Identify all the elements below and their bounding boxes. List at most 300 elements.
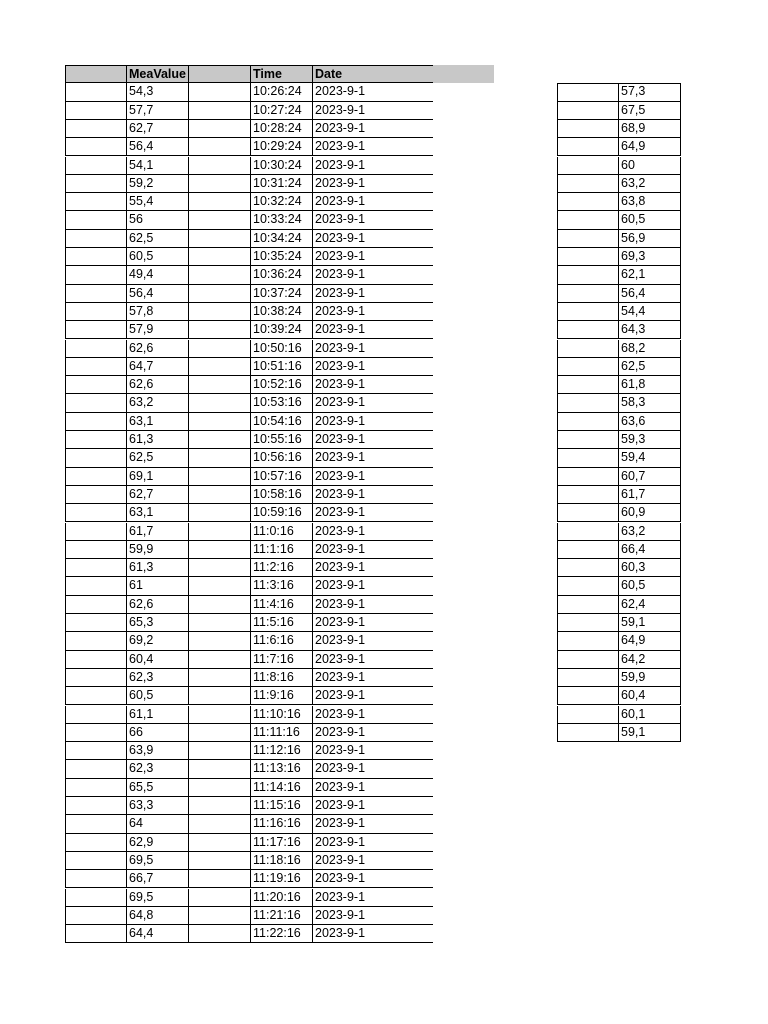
meavalue-cell[interactable]: 56,4 [126,285,189,303]
meavalue-cell[interactable]: 64,8 [126,907,189,925]
side-value-cell[interactable]: 59,9 [618,669,681,687]
side-value-cell[interactable]: 59,4 [618,449,681,467]
meavalue-cell[interactable]: 62,3 [126,760,189,778]
date-cell[interactable]: 2023-9-1 [312,138,433,156]
time-cell[interactable]: 11:18:16 [250,852,313,870]
cell-c[interactable] [188,523,251,541]
side-cell-blank[interactable] [557,724,619,742]
header-date[interactable]: Date [312,65,433,83]
cell-c[interactable] [188,724,251,742]
cell-a[interactable] [65,211,127,229]
meavalue-cell[interactable]: 66 [126,724,189,742]
cell-c[interactable] [188,687,251,705]
cell-c[interactable] [188,394,251,412]
cell-a[interactable] [65,815,127,833]
time-cell[interactable]: 11:21:16 [250,907,313,925]
side-value-cell[interactable]: 61,7 [618,486,681,504]
date-cell[interactable]: 2023-9-1 [312,175,433,193]
time-cell[interactable]: 10:36:24 [250,266,313,284]
time-cell[interactable]: 11:3:16 [250,577,313,595]
cell-c[interactable] [188,596,251,614]
side-cell-blank[interactable] [557,157,619,175]
side-cell-blank[interactable] [557,559,619,577]
date-cell[interactable]: 2023-9-1 [312,559,433,577]
cell-c[interactable] [188,907,251,925]
side-value-cell[interactable]: 64,2 [618,651,681,669]
side-cell-blank[interactable] [557,285,619,303]
side-value-cell[interactable]: 69,3 [618,248,681,266]
side-value-cell[interactable]: 58,3 [618,394,681,412]
cell-a[interactable] [65,413,127,431]
cell-c[interactable] [188,797,251,815]
date-cell[interactable]: 2023-9-1 [312,102,433,120]
side-cell-blank[interactable] [557,413,619,431]
side-cell-blank[interactable] [557,266,619,284]
side-value-cell[interactable]: 64,3 [618,321,681,339]
cell-a[interactable] [65,358,127,376]
date-cell[interactable]: 2023-9-1 [312,157,433,175]
cell-c[interactable] [188,102,251,120]
side-cell-blank[interactable] [557,687,619,705]
time-cell[interactable]: 11:15:16 [250,797,313,815]
meavalue-cell[interactable]: 62,9 [126,834,189,852]
cell-c[interactable] [188,614,251,632]
cell-a[interactable] [65,523,127,541]
meavalue-cell[interactable]: 60,5 [126,687,189,705]
side-value-cell[interactable]: 63,2 [618,175,681,193]
time-cell[interactable]: 10:26:24 [250,83,313,101]
side-cell-blank[interactable] [557,120,619,138]
date-cell[interactable]: 2023-9-1 [312,669,433,687]
cell-c[interactable] [188,815,251,833]
date-cell[interactable]: 2023-9-1 [312,303,433,321]
cell-a[interactable] [65,394,127,412]
date-cell[interactable]: 2023-9-1 [312,358,433,376]
side-cell-blank[interactable] [557,632,619,650]
side-value-cell[interactable]: 60,4 [618,687,681,705]
cell-c[interactable] [188,413,251,431]
time-cell[interactable]: 10:54:16 [250,413,313,431]
date-cell[interactable]: 2023-9-1 [312,266,433,284]
meavalue-cell[interactable]: 61,3 [126,431,189,449]
date-cell[interactable]: 2023-9-1 [312,83,433,101]
time-cell[interactable]: 10:28:24 [250,120,313,138]
meavalue-cell[interactable]: 60,4 [126,651,189,669]
cell-c[interactable] [188,760,251,778]
meavalue-cell[interactable]: 59,9 [126,541,189,559]
side-value-cell[interactable]: 56,4 [618,285,681,303]
date-cell[interactable]: 2023-9-1 [312,230,433,248]
cell-a[interactable] [65,449,127,467]
side-cell-blank[interactable] [557,83,619,101]
date-cell[interactable]: 2023-9-1 [312,376,433,394]
cell-c[interactable] [188,303,251,321]
meavalue-cell[interactable]: 62,3 [126,669,189,687]
side-value-cell[interactable]: 64,9 [618,138,681,156]
meavalue-cell[interactable]: 54,1 [126,157,189,175]
side-value-cell[interactable]: 64,9 [618,632,681,650]
time-cell[interactable]: 10:30:24 [250,157,313,175]
meavalue-cell[interactable]: 57,9 [126,321,189,339]
meavalue-cell[interactable]: 69,1 [126,468,189,486]
cell-a[interactable] [65,889,127,907]
cell-a[interactable] [65,559,127,577]
time-cell[interactable]: 10:31:24 [250,175,313,193]
cell-c[interactable] [188,577,251,595]
cell-c[interactable] [188,211,251,229]
meavalue-cell[interactable]: 54,3 [126,83,189,101]
date-cell[interactable]: 2023-9-1 [312,596,433,614]
date-cell[interactable]: 2023-9-1 [312,889,433,907]
side-cell-blank[interactable] [557,651,619,669]
side-value-cell[interactable]: 60 [618,157,681,175]
time-cell[interactable]: 11:20:16 [250,889,313,907]
side-value-cell[interactable]: 57,3 [618,83,681,101]
meavalue-cell[interactable]: 61,7 [126,523,189,541]
side-cell-blank[interactable] [557,596,619,614]
date-cell[interactable]: 2023-9-1 [312,248,433,266]
date-cell[interactable]: 2023-9-1 [312,870,433,888]
meavalue-cell[interactable]: 62,7 [126,120,189,138]
time-cell[interactable]: 11:0:16 [250,523,313,541]
time-cell[interactable]: 11:4:16 [250,596,313,614]
side-value-cell[interactable]: 68,2 [618,340,681,358]
meavalue-cell[interactable]: 65,5 [126,779,189,797]
cell-c[interactable] [188,742,251,760]
side-value-cell[interactable]: 60,7 [618,468,681,486]
cell-a[interactable] [65,870,127,888]
date-cell[interactable]: 2023-9-1 [312,468,433,486]
header-cell-a[interactable] [65,65,127,83]
date-cell[interactable]: 2023-9-1 [312,925,433,943]
time-cell[interactable]: 10:35:24 [250,248,313,266]
date-cell[interactable]: 2023-9-1 [312,541,433,559]
side-value-cell[interactable]: 59,1 [618,724,681,742]
side-cell-blank[interactable] [557,376,619,394]
time-cell[interactable]: 10:52:16 [250,376,313,394]
cell-c[interactable] [188,925,251,943]
date-cell[interactable]: 2023-9-1 [312,651,433,669]
cell-c[interactable] [188,834,251,852]
cell-c[interactable] [188,340,251,358]
meavalue-cell[interactable]: 66,7 [126,870,189,888]
side-value-cell[interactable]: 60,3 [618,559,681,577]
side-value-cell[interactable]: 59,1 [618,614,681,632]
cell-c[interactable] [188,431,251,449]
date-cell[interactable]: 2023-9-1 [312,742,433,760]
meavalue-cell[interactable]: 62,6 [126,376,189,394]
cell-a[interactable] [65,285,127,303]
meavalue-cell[interactable]: 61,1 [126,706,189,724]
cell-c[interactable] [188,889,251,907]
meavalue-cell[interactable]: 65,3 [126,614,189,632]
cell-c[interactable] [188,138,251,156]
meavalue-cell[interactable]: 62,7 [126,486,189,504]
date-cell[interactable]: 2023-9-1 [312,852,433,870]
side-cell-blank[interactable] [557,193,619,211]
cell-c[interactable] [188,193,251,211]
cell-a[interactable] [65,742,127,760]
side-cell-blank[interactable] [557,138,619,156]
cell-a[interactable] [65,431,127,449]
cell-a[interactable] [65,706,127,724]
side-cell-blank[interactable] [557,486,619,504]
meavalue-cell[interactable]: 64,4 [126,925,189,943]
time-cell[interactable]: 10:51:16 [250,358,313,376]
side-cell-blank[interactable] [557,449,619,467]
cell-c[interactable] [188,468,251,486]
date-cell[interactable]: 2023-9-1 [312,577,433,595]
time-cell[interactable]: 11:7:16 [250,651,313,669]
date-cell[interactable]: 2023-9-1 [312,340,433,358]
side-value-cell[interactable]: 60,5 [618,577,681,595]
side-value-cell[interactable]: 63,6 [618,413,681,431]
date-cell[interactable]: 2023-9-1 [312,193,433,211]
side-value-cell[interactable]: 62,1 [618,266,681,284]
meavalue-cell[interactable]: 57,7 [126,102,189,120]
meavalue-cell[interactable]: 69,2 [126,632,189,650]
time-cell[interactable]: 10:27:24 [250,102,313,120]
cell-c[interactable] [188,285,251,303]
date-cell[interactable]: 2023-9-1 [312,834,433,852]
cell-a[interactable] [65,724,127,742]
cell-a[interactable] [65,632,127,650]
cell-a[interactable] [65,925,127,943]
date-cell[interactable]: 2023-9-1 [312,449,433,467]
time-cell[interactable]: 11:12:16 [250,742,313,760]
date-cell[interactable]: 2023-9-1 [312,706,433,724]
side-value-cell[interactable]: 60,1 [618,706,681,724]
side-cell-blank[interactable] [557,541,619,559]
time-cell[interactable]: 11:19:16 [250,870,313,888]
cell-a[interactable] [65,504,127,522]
cell-a[interactable] [65,779,127,797]
time-cell[interactable]: 10:39:24 [250,321,313,339]
side-cell-blank[interactable] [557,102,619,120]
side-value-cell[interactable]: 56,9 [618,230,681,248]
meavalue-cell[interactable]: 57,8 [126,303,189,321]
date-cell[interactable]: 2023-9-1 [312,724,433,742]
meavalue-cell[interactable]: 56,4 [126,138,189,156]
cell-c[interactable] [188,632,251,650]
cell-a[interactable] [65,248,127,266]
cell-c[interactable] [188,175,251,193]
time-cell[interactable]: 10:38:24 [250,303,313,321]
date-cell[interactable]: 2023-9-1 [312,797,433,815]
time-cell[interactable]: 11:6:16 [250,632,313,650]
side-cell-blank[interactable] [557,394,619,412]
side-value-cell[interactable]: 68,9 [618,120,681,138]
meavalue-cell[interactable]: 63,3 [126,797,189,815]
cell-a[interactable] [65,577,127,595]
time-cell[interactable]: 10:32:24 [250,193,313,211]
side-cell-blank[interactable] [557,248,619,266]
date-cell[interactable]: 2023-9-1 [312,760,433,778]
side-cell-blank[interactable] [557,175,619,193]
time-cell[interactable]: 10:55:16 [250,431,313,449]
meavalue-cell[interactable]: 49,4 [126,266,189,284]
date-cell[interactable]: 2023-9-1 [312,523,433,541]
meavalue-cell[interactable]: 56 [126,211,189,229]
meavalue-cell[interactable]: 62,6 [126,596,189,614]
cell-c[interactable] [188,449,251,467]
date-cell[interactable]: 2023-9-1 [312,321,433,339]
cell-c[interactable] [188,779,251,797]
side-value-cell[interactable]: 60,5 [618,211,681,229]
side-cell-blank[interactable] [557,303,619,321]
side-cell-blank[interactable] [557,321,619,339]
side-cell-blank[interactable] [557,211,619,229]
cell-a[interactable] [65,83,127,101]
side-cell-blank[interactable] [557,340,619,358]
cell-a[interactable] [65,303,127,321]
side-value-cell[interactable]: 63,2 [618,523,681,541]
time-cell[interactable]: 11:10:16 [250,706,313,724]
cell-c[interactable] [188,706,251,724]
time-cell[interactable]: 10:59:16 [250,504,313,522]
meavalue-cell[interactable]: 64,7 [126,358,189,376]
cell-a[interactable] [65,468,127,486]
header-cell-c[interactable] [188,65,251,83]
date-cell[interactable]: 2023-9-1 [312,394,433,412]
side-value-cell[interactable]: 59,3 [618,431,681,449]
cell-a[interactable] [65,651,127,669]
side-cell-blank[interactable] [557,431,619,449]
time-cell[interactable]: 10:33:24 [250,211,313,229]
time-cell[interactable]: 10:53:16 [250,394,313,412]
side-cell-blank[interactable] [557,614,619,632]
time-cell[interactable]: 11:5:16 [250,614,313,632]
cell-c[interactable] [188,321,251,339]
cell-a[interactable] [65,614,127,632]
side-cell-blank[interactable] [557,669,619,687]
cell-a[interactable] [65,120,127,138]
meavalue-cell[interactable]: 64 [126,815,189,833]
meavalue-cell[interactable]: 69,5 [126,889,189,907]
meavalue-cell[interactable]: 63,1 [126,504,189,522]
meavalue-cell[interactable]: 61 [126,577,189,595]
meavalue-cell[interactable]: 61,3 [126,559,189,577]
cell-a[interactable] [65,760,127,778]
time-cell[interactable]: 10:56:16 [250,449,313,467]
meavalue-cell[interactable]: 60,5 [126,248,189,266]
cell-a[interactable] [65,907,127,925]
cell-c[interactable] [188,230,251,248]
time-cell[interactable]: 10:58:16 [250,486,313,504]
time-cell[interactable]: 11:13:16 [250,760,313,778]
cell-c[interactable] [188,541,251,559]
time-cell[interactable]: 10:57:16 [250,468,313,486]
side-cell-blank[interactable] [557,468,619,486]
cell-c[interactable] [188,486,251,504]
time-cell[interactable]: 10:50:16 [250,340,313,358]
cell-a[interactable] [65,321,127,339]
side-cell-blank[interactable] [557,230,619,248]
date-cell[interactable]: 2023-9-1 [312,413,433,431]
cell-c[interactable] [188,358,251,376]
time-cell[interactable]: 11:11:16 [250,724,313,742]
time-cell[interactable]: 11:9:16 [250,687,313,705]
cell-a[interactable] [65,193,127,211]
cell-c[interactable] [188,669,251,687]
cell-c[interactable] [188,559,251,577]
cell-c[interactable] [188,651,251,669]
date-cell[interactable]: 2023-9-1 [312,687,433,705]
cell-c[interactable] [188,248,251,266]
time-cell[interactable]: 11:1:16 [250,541,313,559]
time-cell[interactable]: 11:17:16 [250,834,313,852]
cell-a[interactable] [65,266,127,284]
meavalue-cell[interactable]: 62,5 [126,230,189,248]
side-value-cell[interactable]: 62,5 [618,358,681,376]
meavalue-cell[interactable]: 62,5 [126,449,189,467]
side-value-cell[interactable]: 63,8 [618,193,681,211]
cell-c[interactable] [188,83,251,101]
cell-a[interactable] [65,541,127,559]
side-value-cell[interactable]: 60,9 [618,504,681,522]
side-value-cell[interactable]: 61,8 [618,376,681,394]
side-value-cell[interactable]: 54,4 [618,303,681,321]
header-time[interactable]: Time [250,65,313,83]
cell-a[interactable] [65,669,127,687]
date-cell[interactable]: 2023-9-1 [312,486,433,504]
side-cell-blank[interactable] [557,523,619,541]
side-value-cell[interactable]: 66,4 [618,541,681,559]
cell-a[interactable] [65,157,127,175]
side-value-cell[interactable]: 62,4 [618,596,681,614]
cell-c[interactable] [188,852,251,870]
time-cell[interactable]: 11:22:16 [250,925,313,943]
side-cell-blank[interactable] [557,358,619,376]
time-cell[interactable]: 10:34:24 [250,230,313,248]
cell-a[interactable] [65,102,127,120]
date-cell[interactable]: 2023-9-1 [312,285,433,303]
time-cell[interactable]: 11:2:16 [250,559,313,577]
date-cell[interactable]: 2023-9-1 [312,815,433,833]
header-meavalue[interactable]: MeaValue [126,65,189,83]
cell-a[interactable] [65,486,127,504]
date-cell[interactable]: 2023-9-1 [312,504,433,522]
time-cell[interactable]: 11:16:16 [250,815,313,833]
side-cell-blank[interactable] [557,706,619,724]
date-cell[interactable]: 2023-9-1 [312,907,433,925]
meavalue-cell[interactable]: 69,5 [126,852,189,870]
date-cell[interactable]: 2023-9-1 [312,779,433,797]
date-cell[interactable]: 2023-9-1 [312,431,433,449]
cell-c[interactable] [188,504,251,522]
cell-a[interactable] [65,797,127,815]
time-cell[interactable]: 11:14:16 [250,779,313,797]
time-cell[interactable]: 11:8:16 [250,669,313,687]
cell-a[interactable] [65,230,127,248]
side-cell-blank[interactable] [557,577,619,595]
cell-c[interactable] [188,157,251,175]
date-cell[interactable]: 2023-9-1 [312,632,433,650]
side-cell-blank[interactable] [557,504,619,522]
meavalue-cell[interactable]: 55,4 [126,193,189,211]
cell-a[interactable] [65,596,127,614]
meavalue-cell[interactable]: 63,2 [126,394,189,412]
cell-a[interactable] [65,687,127,705]
date-cell[interactable]: 2023-9-1 [312,211,433,229]
cell-c[interactable] [188,266,251,284]
time-cell[interactable]: 10:37:24 [250,285,313,303]
meavalue-cell[interactable]: 59,2 [126,175,189,193]
cell-c[interactable] [188,376,251,394]
cell-a[interactable] [65,138,127,156]
cell-a[interactable] [65,376,127,394]
cell-a[interactable] [65,340,127,358]
